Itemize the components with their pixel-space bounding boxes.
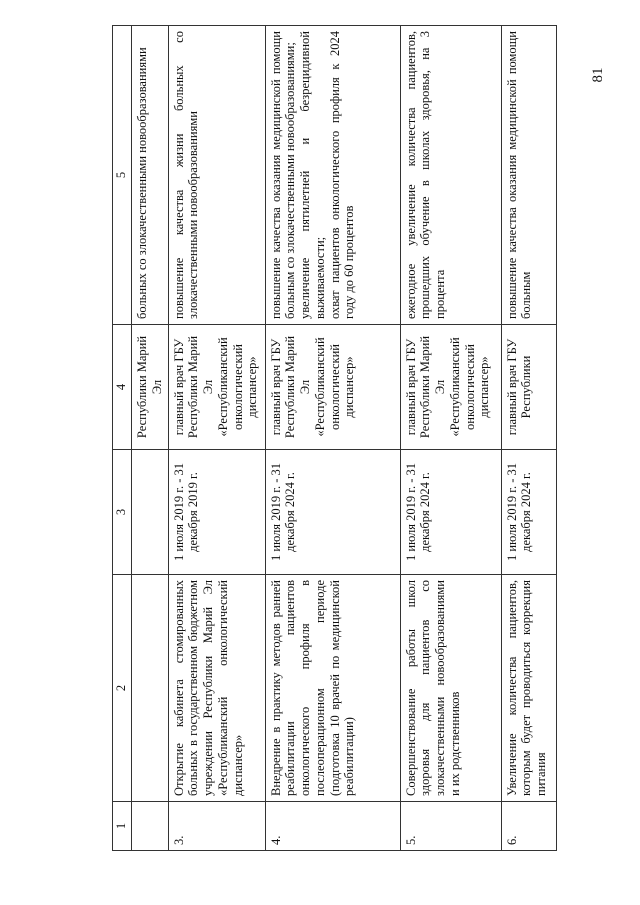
header-col-1: 1: [113, 802, 132, 851]
row-action: Внедрение в практику методов ранней реабилитации пациентов онкологического профиля в послеоперационном периоде (подготовка 10 врачей по медицинской реабилитации): [265, 575, 400, 802]
row-term: [132, 450, 169, 575]
row-term: 1 июля 2019 г. - 31 декабря 2024 г.: [265, 450, 400, 575]
row-responsible: главный врач ГБУ Республики Марий Эл «Республиканский онкологический диспансер»: [400, 325, 501, 450]
header-col-4: 4: [113, 325, 132, 450]
row-action: Увеличение количества пациентов, которым будет проводиться коррекция питания: [501, 575, 556, 802]
row-term: 1 июля 2019 г. - 31 декабря 2019 г.: [168, 450, 265, 575]
header-col-5: 5: [113, 26, 132, 325]
result-line: увеличение пятилетней и безрецидивной выживаемости;: [298, 31, 327, 319]
row-result: ежегодное увеличение количества пациентов, прошедших обучение в школах здоровья, на 3 процента: [400, 26, 501, 325]
row-responsible: Республики Марий Эл: [132, 325, 169, 450]
row-result: повышение качества оказания медицинской помощи больным: [501, 26, 556, 325]
row-number: 5.: [400, 802, 501, 851]
row-result: [265, 26, 400, 325]
header-col-3: 3: [113, 450, 132, 575]
row-action: Открытие кабинета стомированных больных в государственном бюджетном учреждении Республики Марий Эл «Республиканский онкологический диспансер»: [168, 575, 265, 802]
row-action: [132, 575, 169, 802]
result-line: повышение качества оказания медицинской помощи больным со злокачественными новообразованиями;: [268, 31, 298, 319]
action-plan-table: [112, 25, 557, 851]
row-number: 4.: [265, 802, 400, 851]
table-row: [400, 26, 501, 851]
table-header-row: [113, 26, 132, 851]
row-responsible: главный врач ГБУ Республики Марий Эл «Республиканский онкологический диспансер»: [168, 325, 265, 450]
row-responsible: главный врач ГБУ Республики Марий Эл «Республиканский онкологический диспансер»: [265, 325, 400, 450]
row-action: Совершенствование работы школ здоровья для пациентов со злокачественными новообразованиями и их родственников: [400, 575, 501, 802]
row-number: [132, 802, 169, 851]
table-row: [501, 26, 556, 851]
page-number: 81: [590, 67, 606, 83]
table-row: [132, 26, 169, 851]
header-col-2: 2: [113, 575, 132, 802]
row-responsible: главный врач ГБУ Республики: [501, 325, 556, 450]
row-result: больных со злокачественными новообразованиями: [132, 26, 169, 325]
row-term: 1 июля 2019 г. - 31 декабря 2024 г.: [501, 450, 556, 575]
row-term: 1 июля 2019 г. - 31 декабря 2024 г.: [400, 450, 501, 575]
row-number: 3.: [168, 802, 265, 851]
table-row: [168, 26, 265, 851]
row-result: повышение качества жизни больных со злокачественными новообразованиями: [168, 26, 265, 325]
result-line: охват пациентов онкологического профиля к 2024 году до 60 процентов: [327, 31, 357, 319]
rotated-table-container: [112, 31, 567, 851]
table-row: [265, 26, 400, 851]
row-number: 6.: [501, 802, 556, 851]
